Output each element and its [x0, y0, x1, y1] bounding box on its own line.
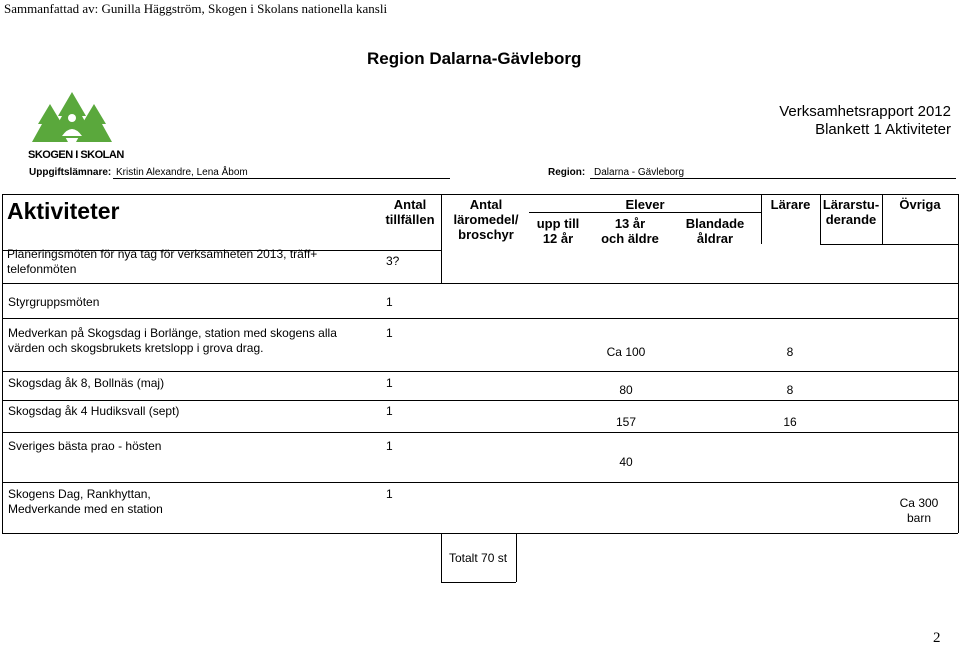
table-row-tillfallen: 1 [386, 376, 393, 390]
table-row-tillfallen: 3? [386, 254, 400, 268]
table-row-tillfallen: 1 [386, 487, 393, 501]
submitter-label: Uppgiftslämnare: [29, 167, 112, 178]
table-cell-elever-13: Ca 100 [606, 345, 646, 359]
table-cell-larare: 8 [786, 383, 794, 397]
table-row-activity: Sveriges bästa prao - hösten [8, 439, 162, 453]
header-lararstuderande: Lärarstu- derande [822, 197, 880, 227]
activities-heading: Aktiviteter [7, 198, 120, 224]
table-row-activity: Skogens Dag, Rankhyttan, Medverkande med en station [8, 487, 163, 516]
logo-text: SKOGEN I SKOLAN [28, 149, 124, 161]
table-row-tillfallen: 1 [386, 404, 393, 418]
table-cell-larare: 16 [783, 415, 797, 429]
header-blandade-aldrar: Blandade åldrar [685, 216, 745, 246]
table-cell-elever-13: 157 [615, 415, 637, 429]
summary-line: Sammanfattad av: Gunilla Häggström, Skogen i Skolans nationella kansli [4, 1, 388, 16]
header-antal-laromedel: Antal läromedel/ broschyr [453, 197, 519, 242]
header-larare: Lärare [770, 197, 811, 212]
header-elever: Elever [625, 197, 665, 212]
header-13-och-aldre: 13 år och äldre [601, 216, 659, 246]
table-row-activity: Skogsdag åk 8, Bollnäs (maj) [8, 376, 165, 390]
table-row-activity: Styrgruppsmöten [8, 295, 100, 309]
table-row-tillfallen: 1 [386, 439, 393, 453]
table-row-activity: Medverkan på Skogsdag i Borlänge, station med skogens alla värden och skogsbrukets kretslopp i grova drag. [8, 326, 337, 355]
submitter-value: Kristin Alexandre, Lena Åbom [116, 167, 248, 178]
table-cell-ovriga: Ca 300 barn [899, 496, 939, 525]
table-cell-elever-13: 80 [619, 383, 633, 397]
page-number: 2 [933, 630, 941, 646]
table-row-tillfallen: 1 [386, 326, 393, 340]
table-row-activity: Skogsdag åk 4 Hudiksvall (sept) [8, 404, 180, 418]
region-label: Region: [548, 167, 586, 178]
total-value: Totalt 70 st [449, 551, 508, 565]
header-upp-till-12: upp till 12 år [536, 216, 580, 246]
table-cell-larare: 8 [786, 345, 794, 359]
report-title: Verksamhetsrapport 2012 [779, 103, 951, 120]
page-title: Region Dalarna-Gävleborg [367, 49, 582, 68]
form-title: Blankett 1 Aktiviteter [815, 121, 951, 138]
region-value: Dalarna - Gävleborg [594, 167, 685, 178]
table-row-tillfallen: 1 [386, 295, 393, 309]
table-cell-elever-13: 40 [619, 455, 633, 469]
header-antal-tillfallen: Antal tillfällen [385, 197, 435, 227]
table-row-activity: Planeringsmöten för nya tag för verksamheten 2013, träff+ telefonmöten [7, 247, 318, 276]
header-ovriga: Övriga [899, 197, 941, 212]
